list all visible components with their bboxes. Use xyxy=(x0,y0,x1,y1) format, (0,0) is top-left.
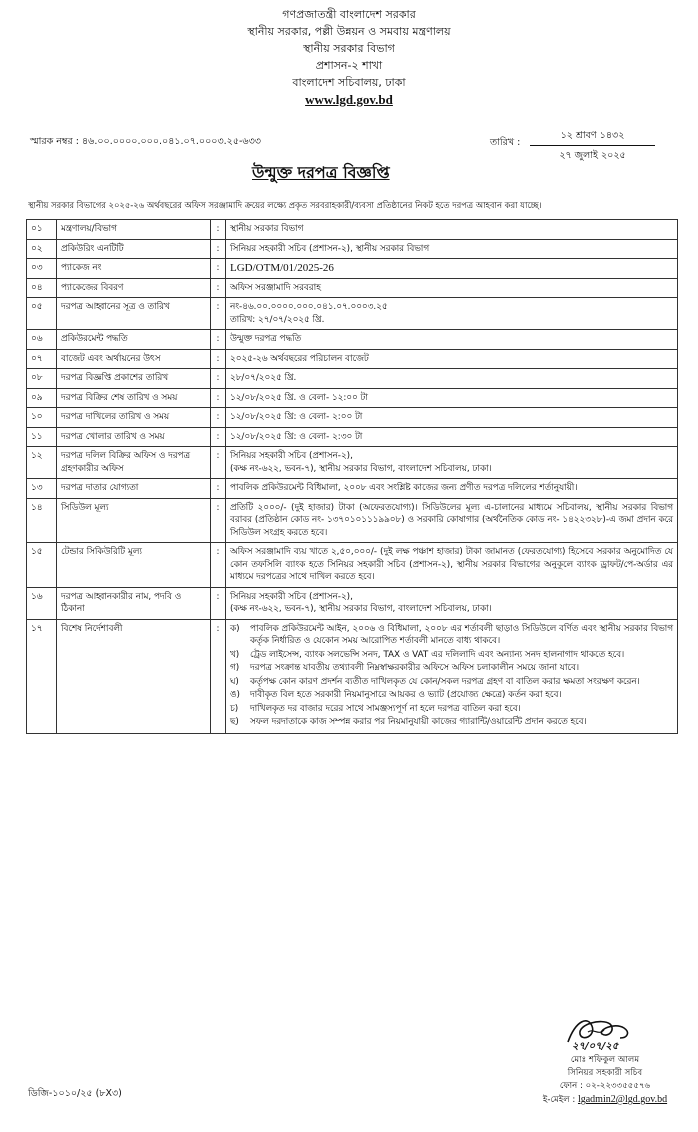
table-row xyxy=(27,587,678,619)
row-number: ১১ xyxy=(27,427,57,447)
row-number: ১২ xyxy=(27,447,57,479)
instruction-item xyxy=(230,623,673,648)
row-value xyxy=(226,447,678,479)
instruction-text: দাবীকৃত বিল হতে সরকারী নিয়মানুসারে আয়কর ও ভ্যাট (প্রযোজ্য ক্ষেত্রে) কর্তন করা হবে। xyxy=(250,690,562,700)
row-number: ১৬ xyxy=(27,587,57,619)
row-number: ০৪ xyxy=(27,278,57,298)
row-value-line: সিনিয়র সহকারী সচিব (প্রশাসন-২), xyxy=(230,591,353,602)
division-name: স্থানীয় সরকার বিভাগ xyxy=(303,42,395,55)
row-number: ০৩ xyxy=(27,259,57,279)
date-bangla: ১২ শ্রাবণ ১৪৩২ xyxy=(560,130,625,141)
row-number: ০৮ xyxy=(27,369,57,389)
row-colon: : xyxy=(211,220,226,240)
row-colon: : xyxy=(211,330,226,350)
row-number: ০৫ xyxy=(27,298,57,330)
row-label: দরপত্র বিক্রির শেষ তারিখ ও সময় xyxy=(57,388,211,408)
row-value-line: প্রতিটি ২০০০/- (দুই হাজার) টাকা (অফেরতযোগ্য)। সিডিউলের মূল্য এ-চালানের মাধ্যমে সচিবালয়, স্থানীয় সরকার বিভাগ বরাবর (প্রতিষ্ঠান কোড নং- ১৩৭০১০১১১৯৯০৮) ও সরকারি কোষাগার (অর্থনৈতিক কোড নং- ১৪২২৩২৮)-এ জমা প্রদান করে সিডিউল সংগ্রহ করতে হবে। xyxy=(230,502,673,538)
instruction-text: দরপত্র সংক্রান্ত যাবতীয় তথ্যাবলী নিম্নস্বাক্ষরকারীর অফিসে অফিস চলাকালীন সময়ে জানা যাবে। xyxy=(250,663,579,673)
row-value-line: অফিস সরঞ্জামাদি ব্যয় খাতে ২,৫০,০০০/- (দুই লক্ষ পঞ্চাশ হাজার) টাকা জামানত (ফেরতযোগ্য) হিসেবে সরকার অনুমোদিত যে কোন তফসিলি ব্যাংক হতে সিনিয়র সহকারী সচিব (প্রশাসন-২), স্থানীয় সরকার বিভাগের অনুকূলে ব্যাংক ড্রাফট/পে-অর্ডার এর মাধ্যমে দরপত্রের সাথে দাখিল করতে হবে। xyxy=(230,547,673,582)
row-value xyxy=(226,408,678,428)
table-row-special-instructions xyxy=(27,619,678,733)
row-value xyxy=(226,239,678,259)
instruction-marker: গ) xyxy=(230,663,240,673)
instruction-item xyxy=(230,703,673,716)
row-colon: : xyxy=(211,447,226,479)
table-row xyxy=(27,278,678,298)
row-colon: : xyxy=(211,298,226,330)
signatory-designation: সিনিয়র সহকারী সচিব xyxy=(567,1068,643,1078)
row-number: ১৭ xyxy=(27,619,57,733)
email-link[interactable]: lgadmin2@lgd.gov.bd xyxy=(577,1094,668,1105)
table-row xyxy=(27,369,678,389)
instruction-text: ট্রেড লাইসেন্স, ব্যাংক সলভেন্সি সনদ, TAX ও VAT এর দলিলাদি এবং অন্যান্য সনদ হালনাগাদ থাকতে হবে। xyxy=(250,649,625,660)
signatory-name: মোঃ শফিকুল আলম xyxy=(570,1055,640,1065)
instruction-marker: ঘ) xyxy=(230,676,239,687)
row-value-line: ১২/০৮/২০২৫ খ্রি. ও বেলা- ১২:০০ টা xyxy=(230,392,368,403)
row-value-line: ২০২৫-২৬ অর্থবছরের পরিচালন বাজেট xyxy=(230,353,369,364)
row-label: দরপত্র আহ্বানের সূত্র ও তারিখ xyxy=(57,298,211,330)
table-row xyxy=(27,388,678,408)
signatory-block xyxy=(532,1054,678,1107)
print-reference: ডিজি-১০১০/২৫ (৮X৩) xyxy=(28,1088,122,1099)
table-row xyxy=(27,498,678,543)
row-label: বিশেষ নির্দেশাবলী xyxy=(57,619,211,733)
row-colon: : xyxy=(211,349,226,369)
row-colon: : xyxy=(211,259,226,279)
row-colon: : xyxy=(211,543,226,588)
row-colon: : xyxy=(211,619,226,733)
row-value-line: ১২/০৮/২০২৫ খ্রি: ও বেলা- ২:০০ টা xyxy=(230,412,363,422)
row-label: দরপত্র দাতার যোগ্যতা xyxy=(57,479,211,499)
row-colon: : xyxy=(211,278,226,298)
table-row xyxy=(27,239,678,259)
row-number: ১৫ xyxy=(27,543,57,588)
instruction-text: কর্তৃপক্ষ কোন কারণ প্রদর্শন ব্যতীত দাখিলকৃত যে কোন/সকল দরপত্র গ্রহণ বা বাতিল করার ক্ষমতা সংরক্ষণ করেন। xyxy=(250,676,640,687)
table-row xyxy=(27,543,678,588)
instruction-item xyxy=(230,662,673,675)
row-label: প্যাকেজের বিবরণ xyxy=(57,278,211,298)
row-value xyxy=(226,369,678,389)
row-colon: : xyxy=(211,369,226,389)
row-value-line: (কক্ষ নং-৬২২, ভবন-৭), স্থানীয় সরকার বিভাগ, বাংলাদেশ সচিবালয়, ঢাকা। xyxy=(230,604,492,614)
table-row xyxy=(27,220,678,240)
memo-value: ৪৬.০০.০০০০.০০০.০৪১.০৭.০০০৩.২৫-৬৩৩ xyxy=(82,136,261,147)
ministry-name: স্থানীয় সরকার, পল্লী উন্নয়ন ও সমবায় মন্ত্রণালয় xyxy=(247,25,451,38)
instruction-item xyxy=(230,689,673,702)
email-label: ই-মেইল : xyxy=(542,1095,576,1105)
row-value-line: পাবলিক প্রকিউরমেন্ট বিধিমালা, ২০০৮ এবং সংশ্লিষ্ট কাজের জন্য প্রণীত দরপত্র দলিলের শর্তানুযায়ী। xyxy=(230,483,578,493)
row-value-line: (কক্ষ নং-৬২২, ভবন-৭), স্থানীয় সরকার বিভাগ, বাংলাদেশ সচিবালয়, ঢাকা। xyxy=(230,463,492,474)
branch-name: প্রশাসন-২ শাখা xyxy=(315,59,383,72)
tender-details-table xyxy=(26,219,678,734)
row-number: ০৭ xyxy=(27,349,57,369)
table-row xyxy=(27,330,678,350)
row-number: ১০ xyxy=(27,408,57,428)
table-row xyxy=(27,427,678,447)
row-value-line: ১২/০৮/২০২৫ খ্রি: ও বেলা- ২:৩০ টা xyxy=(230,431,363,442)
row-colon: : xyxy=(211,427,226,447)
row-value-line: নং-৪৬.০০.০০০০.০০০.০৪১.০৭.০০০৩.২৫ xyxy=(230,302,388,312)
website-link[interactable]: www.lgd.gov.bd xyxy=(305,92,393,107)
row-value xyxy=(226,259,678,279)
row-value xyxy=(226,330,678,350)
instruction-marker: ক) xyxy=(230,623,240,634)
row-value xyxy=(226,349,678,369)
table-row xyxy=(27,479,678,499)
row-value-line: উন্মুক্ত দরপত্র পদ্ধতি xyxy=(230,334,302,344)
table-row xyxy=(27,408,678,428)
row-value xyxy=(226,388,678,408)
row-label: প্রকিউরিং এনটিটি xyxy=(57,239,211,259)
row-label: সিডিউল মূল্য xyxy=(57,498,211,543)
row-value xyxy=(226,220,678,240)
instruction-marker: খ) xyxy=(230,649,240,660)
table-row xyxy=(27,349,678,369)
instruction-item xyxy=(230,649,673,662)
row-value-line: তারিখ: ২৭/০৭/২০২৫ খ্রি. xyxy=(230,314,325,325)
instruction-item xyxy=(230,716,673,729)
instruction-item xyxy=(230,676,673,689)
date-divider xyxy=(530,145,655,146)
row-colon: : xyxy=(211,239,226,259)
row-label: দরপত্র দলিল বিক্রির অফিস ও দরপত্র গ্রহণকারীর অফিস xyxy=(57,447,211,479)
row-label: দরপত্র খোলার তারিখ ও সময় xyxy=(57,427,211,447)
intro-text: স্থানীয় সরকার বিভাগের ২০২৫-২৬ অর্থবছরের অফিস সরঞ্জামাদি ক্রয়ের লক্ষ্যে প্রকৃত সরবরাহকারী/ব্যবসা প্রতিষ্ঠানের নিকট হতে দরপত্র আহবান করা যাচ্ছে। xyxy=(28,200,542,210)
row-value-line: সিনিয়র সহকারী সচিব (প্রশাসন-২), xyxy=(230,451,353,461)
date-label: তারিখ : xyxy=(490,137,521,148)
row-label: দরপত্র আহ্বানকারীর নাম, পদবি ও ঠিকানা xyxy=(57,587,211,619)
row-number: ০১ xyxy=(27,220,57,240)
row-value xyxy=(226,543,678,588)
instruction-text: সফল দরদাতাকে কাজ সম্পন্ন করার পর নিয়মানুযায়ী কাজের গ্যারান্টি/ওয়ারেন্টি প্রদান করতে হবে। xyxy=(250,717,587,727)
instruction-list xyxy=(226,619,678,733)
instruction-text: দাখিলকৃত দর বাজার দরের সাথে সামঞ্জস্যপূর্ণ না হলে দরপত্র বাতিল করা হবে। xyxy=(250,703,521,714)
row-label: প্রকিউরমেন্ট পদ্ধতি xyxy=(57,330,211,350)
instruction-marker: চ) xyxy=(230,703,239,714)
row-number: ১৪ xyxy=(27,498,57,543)
office-address: বাংলাদেশ সচিবালয়, ঢাকা xyxy=(292,76,406,89)
row-value xyxy=(226,278,678,298)
row-value-line: LGD/OTM/01/2025-26 xyxy=(230,262,334,274)
row-value xyxy=(226,498,678,543)
row-number: ০২ xyxy=(27,239,57,259)
row-number: ০৬ xyxy=(27,330,57,350)
row-value xyxy=(226,427,678,447)
memo-number xyxy=(30,136,261,148)
row-label: টেন্ডার সিকিউরিটি মূল্য xyxy=(57,543,211,588)
date-english: ২৭ জুলাই ২০২৫ xyxy=(559,150,626,161)
row-label: দরপত্র বিজ্ঞপ্তি প্রকাশের তারিখ xyxy=(57,369,211,389)
letterhead xyxy=(0,6,698,108)
table-row xyxy=(27,447,678,479)
govt-name: গণপ্রজাতন্ত্রী বাংলাদেশ সরকার xyxy=(282,8,416,21)
memo-label: স্মারক নম্বর : xyxy=(30,136,79,147)
table-row xyxy=(27,259,678,279)
instruction-marker: ছ) xyxy=(230,717,239,727)
row-label: বাজেট এবং অর্থায়নের উৎস xyxy=(57,349,211,369)
row-value xyxy=(226,479,678,499)
row-colon: : xyxy=(211,479,226,499)
signatory-email-line xyxy=(532,1093,678,1107)
row-value xyxy=(226,587,678,619)
row-colon: : xyxy=(211,408,226,428)
row-label: দরপত্র দাখিলের তারিখ ও সময় xyxy=(57,408,211,428)
row-value-line: অফিস সরঞ্জামাদি সরবরাহ xyxy=(230,282,321,293)
row-colon: : xyxy=(211,498,226,543)
row-colon: : xyxy=(211,388,226,408)
instruction-text: পাবলিক প্রকিউরমেন্ট আইন, ২০০৬ ও বিধিমালা, ২০০৮ এর শর্তাবলী ছাড়াও সিডিউলে বর্ণিত এবং স্থানীয় সরকার বিভাগ কর্তৃক নির্ধারিত ও যেকোন সময় আরোপিত শর্তাবলী মানতে বাধ্য থাকবে। xyxy=(250,623,673,646)
row-value xyxy=(226,298,678,330)
signature-date: ২৭/০৭/২৫ xyxy=(572,1041,619,1052)
row-value-line: সিনিয়র সহকারী সচিব (প্রশাসন-২), স্থানীয় সরকার বিভাগ xyxy=(230,243,430,254)
row-number: ০৯ xyxy=(27,388,57,408)
table-row xyxy=(27,298,678,330)
row-value-line: স্থানীয় সরকার বিভাগ xyxy=(230,224,304,234)
notice-title: উন্মুক্ত দরপত্র বিজ্ঞপ্তি xyxy=(252,163,390,182)
row-label: প্যাকেজ নং xyxy=(57,259,211,279)
row-number: ১৩ xyxy=(27,479,57,499)
signatory-phone: ফোন : ০২-২২৩৩৫৫৫৭৬ xyxy=(559,1081,651,1091)
row-colon: : xyxy=(211,587,226,619)
row-value-line: ২৮/০৭/২০২৫ খ্রি. xyxy=(230,373,297,383)
row-label: মন্ত্রণালয়/বিভাগ xyxy=(57,220,211,240)
instruction-marker: ঙ) xyxy=(230,690,240,700)
